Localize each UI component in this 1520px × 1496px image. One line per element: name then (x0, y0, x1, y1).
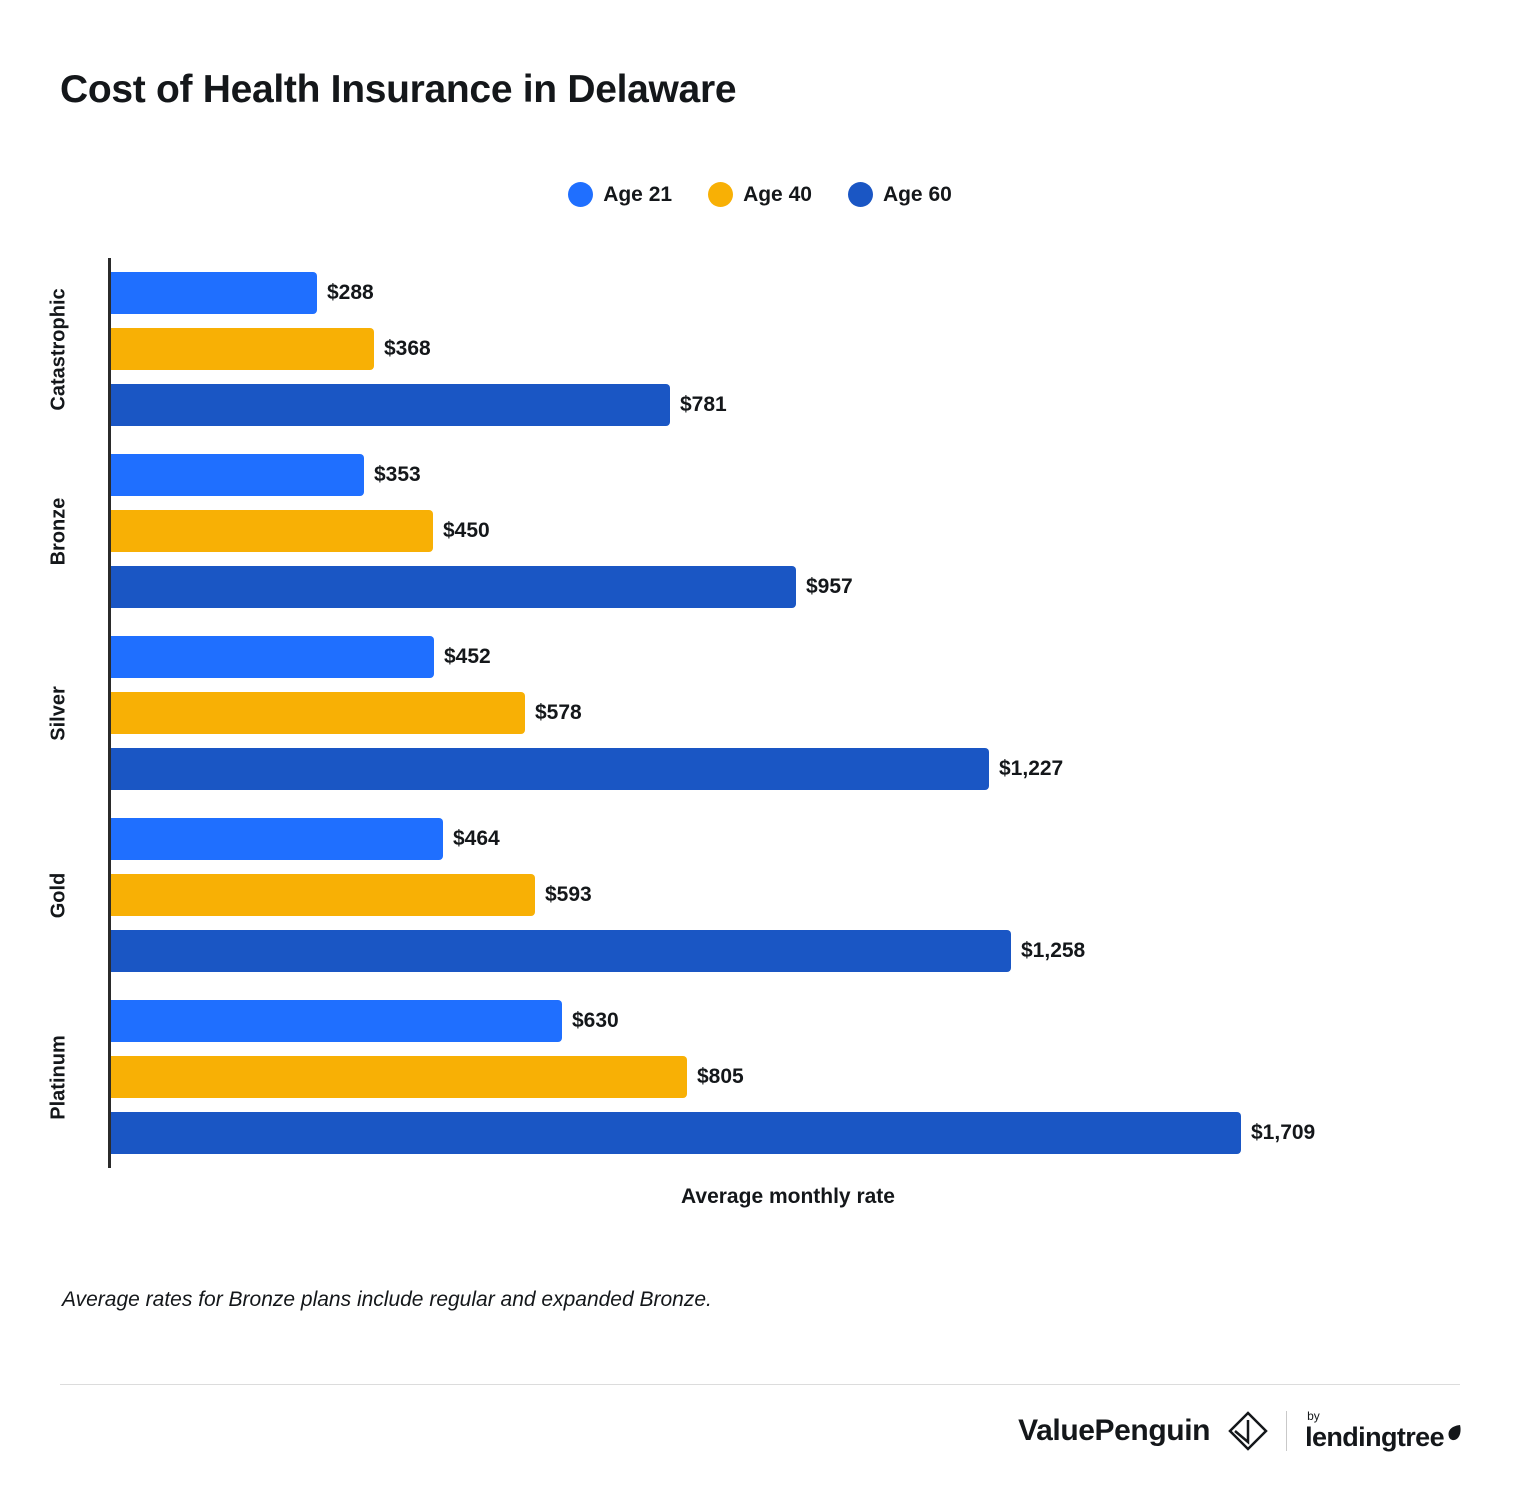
legend-item-age-40[interactable] (708, 182, 812, 207)
bar-groups (47, 258, 1468, 1168)
leaf-icon (1446, 1424, 1462, 1444)
bar-bronze-age-60[interactable] (111, 566, 796, 608)
bar-value-bronze-age-60: $957 (806, 575, 853, 598)
bar-value-silver-age-40: $578 (535, 701, 582, 724)
bar-group-gold (47, 804, 1468, 986)
bar-silver-age-21[interactable] (111, 636, 434, 678)
bar-row (111, 566, 1468, 608)
bar-group-catastrophic (47, 258, 1468, 440)
legend-swatch-age-60 (848, 182, 873, 207)
bar-silver-age-60[interactable] (111, 748, 989, 790)
bar-row (111, 328, 1468, 370)
bar-row (111, 930, 1468, 972)
legend-label-age-40: Age 40 (743, 182, 812, 206)
bar-value-catastrophic-age-21: $288 (327, 281, 374, 304)
plot-area (47, 258, 1468, 1168)
bar-value-bronze-age-40: $450 (443, 519, 490, 542)
bar-value-catastrophic-age-40: $368 (384, 337, 431, 360)
bar-value-platinum-age-60: $1,709 (1251, 1121, 1316, 1144)
bar-row (111, 818, 1468, 860)
bar-row (111, 454, 1468, 496)
legend-swatch-age-40 (708, 182, 733, 207)
bar-row (111, 1056, 1468, 1098)
bar-group-platinum (47, 986, 1468, 1168)
bar-row (111, 1000, 1468, 1042)
bar-group-silver (47, 622, 1468, 804)
bar-value-silver-age-21: $452 (444, 645, 491, 668)
chart-legend (0, 182, 1520, 207)
brand-name: ValuePenguin (1018, 1413, 1211, 1447)
legend-item-age-21[interactable] (568, 182, 672, 207)
category-label-silver: Silver (47, 685, 70, 741)
legend-label-age-60: Age 60 (882, 182, 952, 206)
bar-row (111, 874, 1468, 916)
bar-row (111, 748, 1468, 790)
bar-platinum-age-60[interactable] (111, 1112, 1241, 1154)
bar-value-platinum-age-21: $630 (572, 1009, 619, 1032)
category-label-platinum: Platinum (47, 1034, 70, 1120)
bar-silver-age-40[interactable] (111, 692, 525, 734)
bar-gold-age-40[interactable] (111, 874, 535, 916)
legend-item-age-60[interactable] (848, 182, 952, 207)
legend-swatch-age-21 (568, 182, 593, 207)
bar-value-gold-age-60: $1,258 (1021, 939, 1086, 962)
bar-bronze-age-21[interactable] (111, 454, 364, 496)
lendingtree-by-label: by (1307, 1409, 1320, 1423)
brand-separator (1286, 1411, 1287, 1451)
bar-platinum-age-40[interactable] (111, 1056, 687, 1098)
page-title: Cost of Health Insurance in Delaware (60, 68, 737, 111)
bar-catastrophic-age-40[interactable] (111, 328, 374, 370)
category-label-catastrophic: Catastrophic (47, 287, 70, 411)
bar-value-silver-age-60: $1,227 (999, 757, 1064, 780)
brand-footer (1018, 1410, 1462, 1451)
chart-footnote: Average rates for Bronze plans include regular and expanded Bronze. (62, 1288, 712, 1311)
bar-row (111, 636, 1468, 678)
bar-value-gold-age-21: $464 (453, 827, 500, 850)
bar-catastrophic-age-21[interactable] (111, 272, 317, 314)
bar-row (111, 692, 1468, 734)
bar-row (111, 510, 1468, 552)
valuepenguin-logo-icon (1228, 1411, 1268, 1451)
legend-label-age-21: Age 21 (603, 182, 673, 206)
lendingtree-name: lendingtree (1305, 1422, 1444, 1452)
bar-row (111, 384, 1468, 426)
x-axis-label: Average monthly rate (681, 1185, 895, 1208)
bar-catastrophic-age-60[interactable] (111, 384, 670, 426)
bar-platinum-age-21[interactable] (111, 1000, 562, 1042)
footer-divider (60, 1384, 1460, 1385)
bar-gold-age-21[interactable] (111, 818, 443, 860)
bar-gold-age-60[interactable] (111, 930, 1011, 972)
bar-value-platinum-age-40: $805 (697, 1065, 744, 1088)
bar-row (111, 272, 1468, 314)
category-label-bronze: Bronze (47, 497, 70, 565)
bar-bronze-age-40[interactable] (111, 510, 433, 552)
lendingtree-logo (1305, 1410, 1462, 1451)
bar-value-gold-age-40: $593 (545, 883, 592, 906)
bar-group-bronze (47, 440, 1468, 622)
bar-row (111, 1112, 1468, 1154)
bar-value-catastrophic-age-60: $781 (680, 393, 727, 416)
bar-value-bronze-age-21: $353 (374, 463, 421, 486)
category-label-gold: Gold (47, 872, 70, 918)
